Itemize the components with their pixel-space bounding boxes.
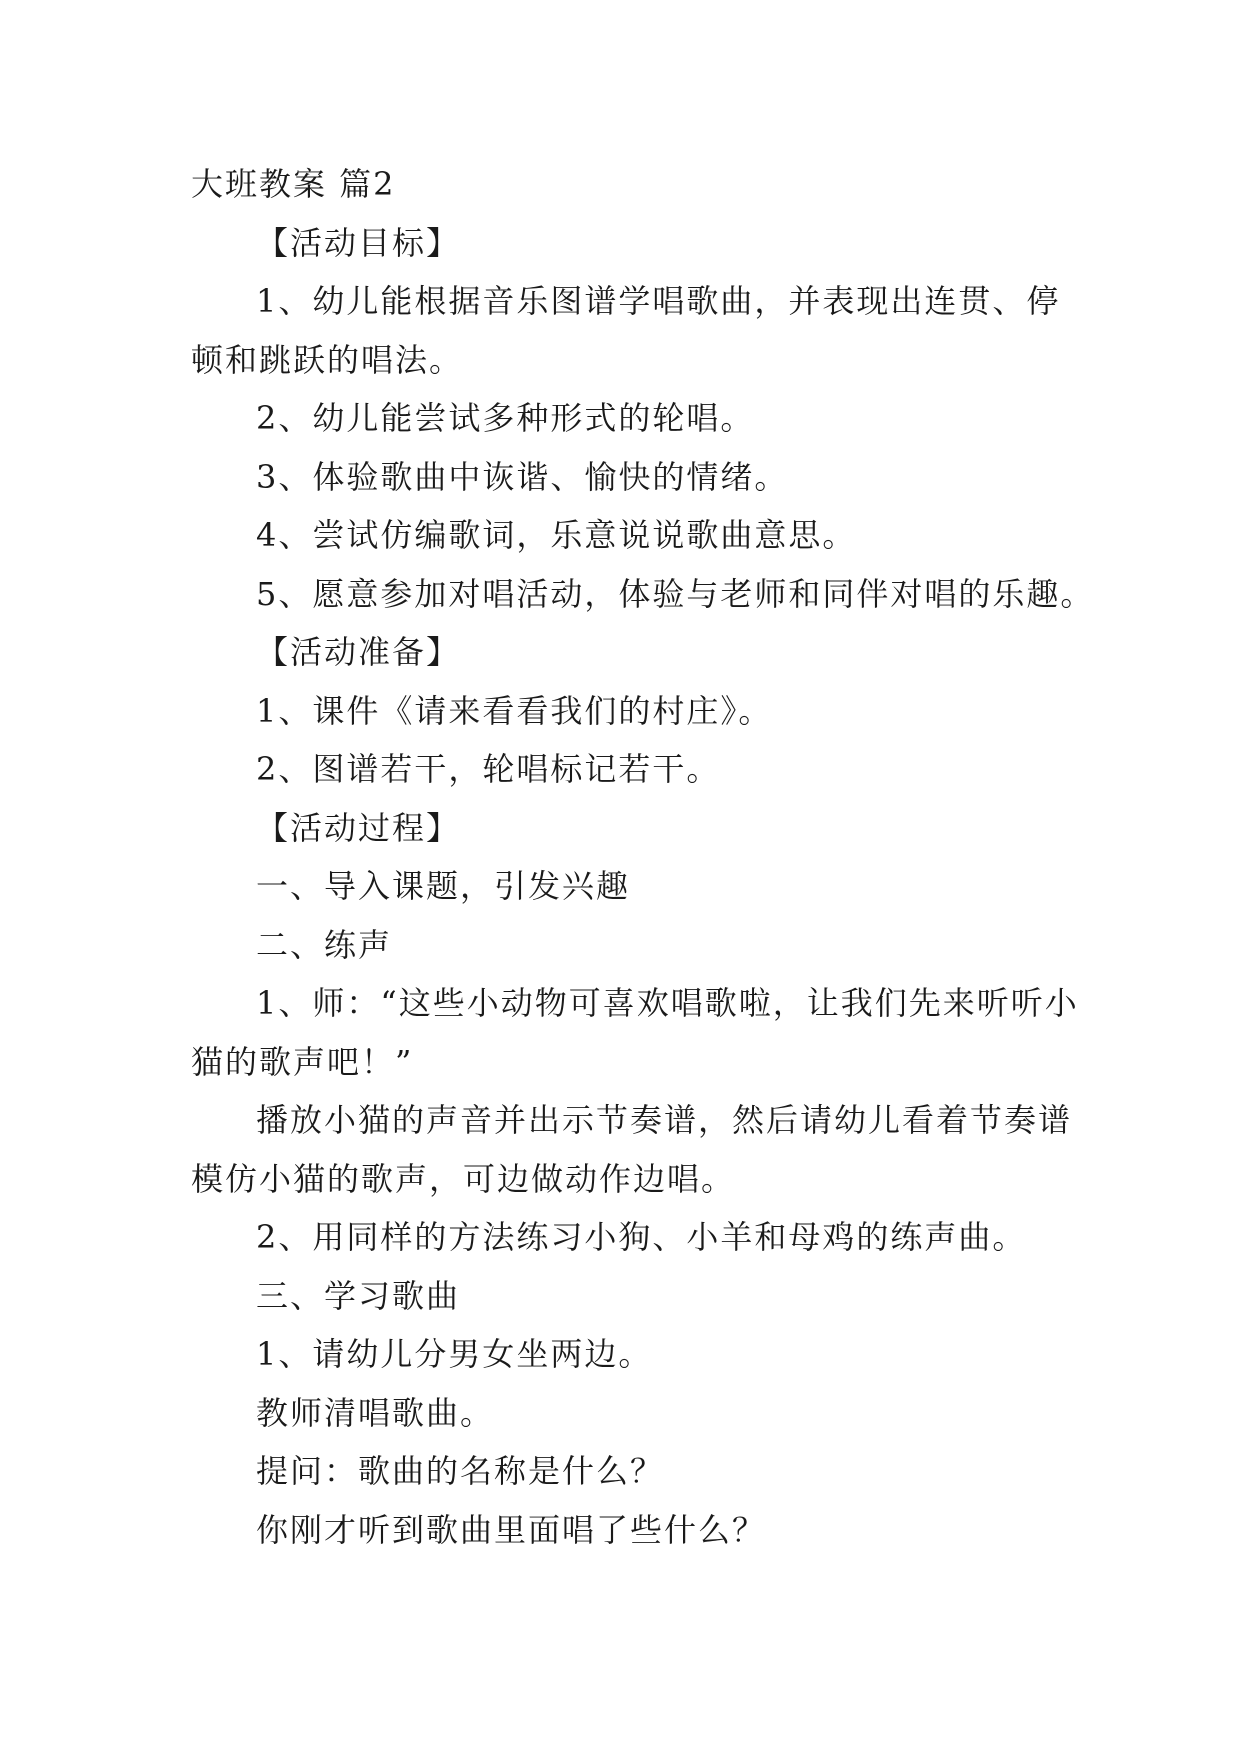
paragraph-line: 你刚才听到歌曲里面唱了些什么？ [256,1510,767,1549]
paragraph-line: 播放小猫的声音并出示节奏谱，然后请幼儿看着节奏谱 [256,1101,1073,1139]
paragraph-line: 猫的歌声吧！” [191,1042,414,1081]
paragraph-line: 三、学习歌曲 [256,1276,461,1315]
document-body [191,155,1095,1559]
paragraph-line: 1、请幼儿分男女坐两边。 [256,1335,653,1373]
document-title: 大班教案 篇2 [191,165,396,203]
section-heading-preparation: 【活动准备】 [256,633,461,671]
paragraph-line: 教师清唱歌曲。 [256,1393,495,1432]
paragraph-line: 4、尝试仿编歌词，乐意说说歌曲意思。 [256,516,857,554]
paragraph-line: 二、练声 [256,925,393,964]
paragraph-line: 1、师：“这些小动物可喜欢唱歌啦，让我们先来听听小 [256,984,1079,1022]
paragraph-line: 一、导入课题，引发兴趣 [256,867,631,905]
paragraph-line: 模仿小猫的歌声，可边做动作边唱。 [191,1159,736,1198]
paragraph-line: 提问：歌曲的名称是什么？ [256,1452,665,1490]
paragraph-line: 2、用同样的方法练习小狗、小羊和母鸡的练声曲。 [256,1218,1027,1256]
section-heading-goals: 【活动目标】 [256,223,461,262]
paragraph-line: 1、课件《请来看看我们的村庄》。 [256,691,773,730]
paragraph-line: 3、体验歌曲中诙谐、愉快的情绪。 [256,457,789,496]
paragraph-line: 2、幼儿能尝试多种形式的轮唱。 [256,399,755,437]
section-heading-process: 【活动过程】 [256,808,461,847]
paragraph-line: 2、图谱若干，轮唱标记若干。 [256,750,721,788]
paragraph-line: 1、幼儿能根据音乐图谱学唱歌曲，并表现出连贯、停 [256,282,1061,320]
paragraph-line: 顿和跳跃的唱法。 [191,340,464,379]
paragraph-line: 5、愿意参加对唱活动，体验与老师和同伴对唱的乐趣。 [256,574,1095,613]
